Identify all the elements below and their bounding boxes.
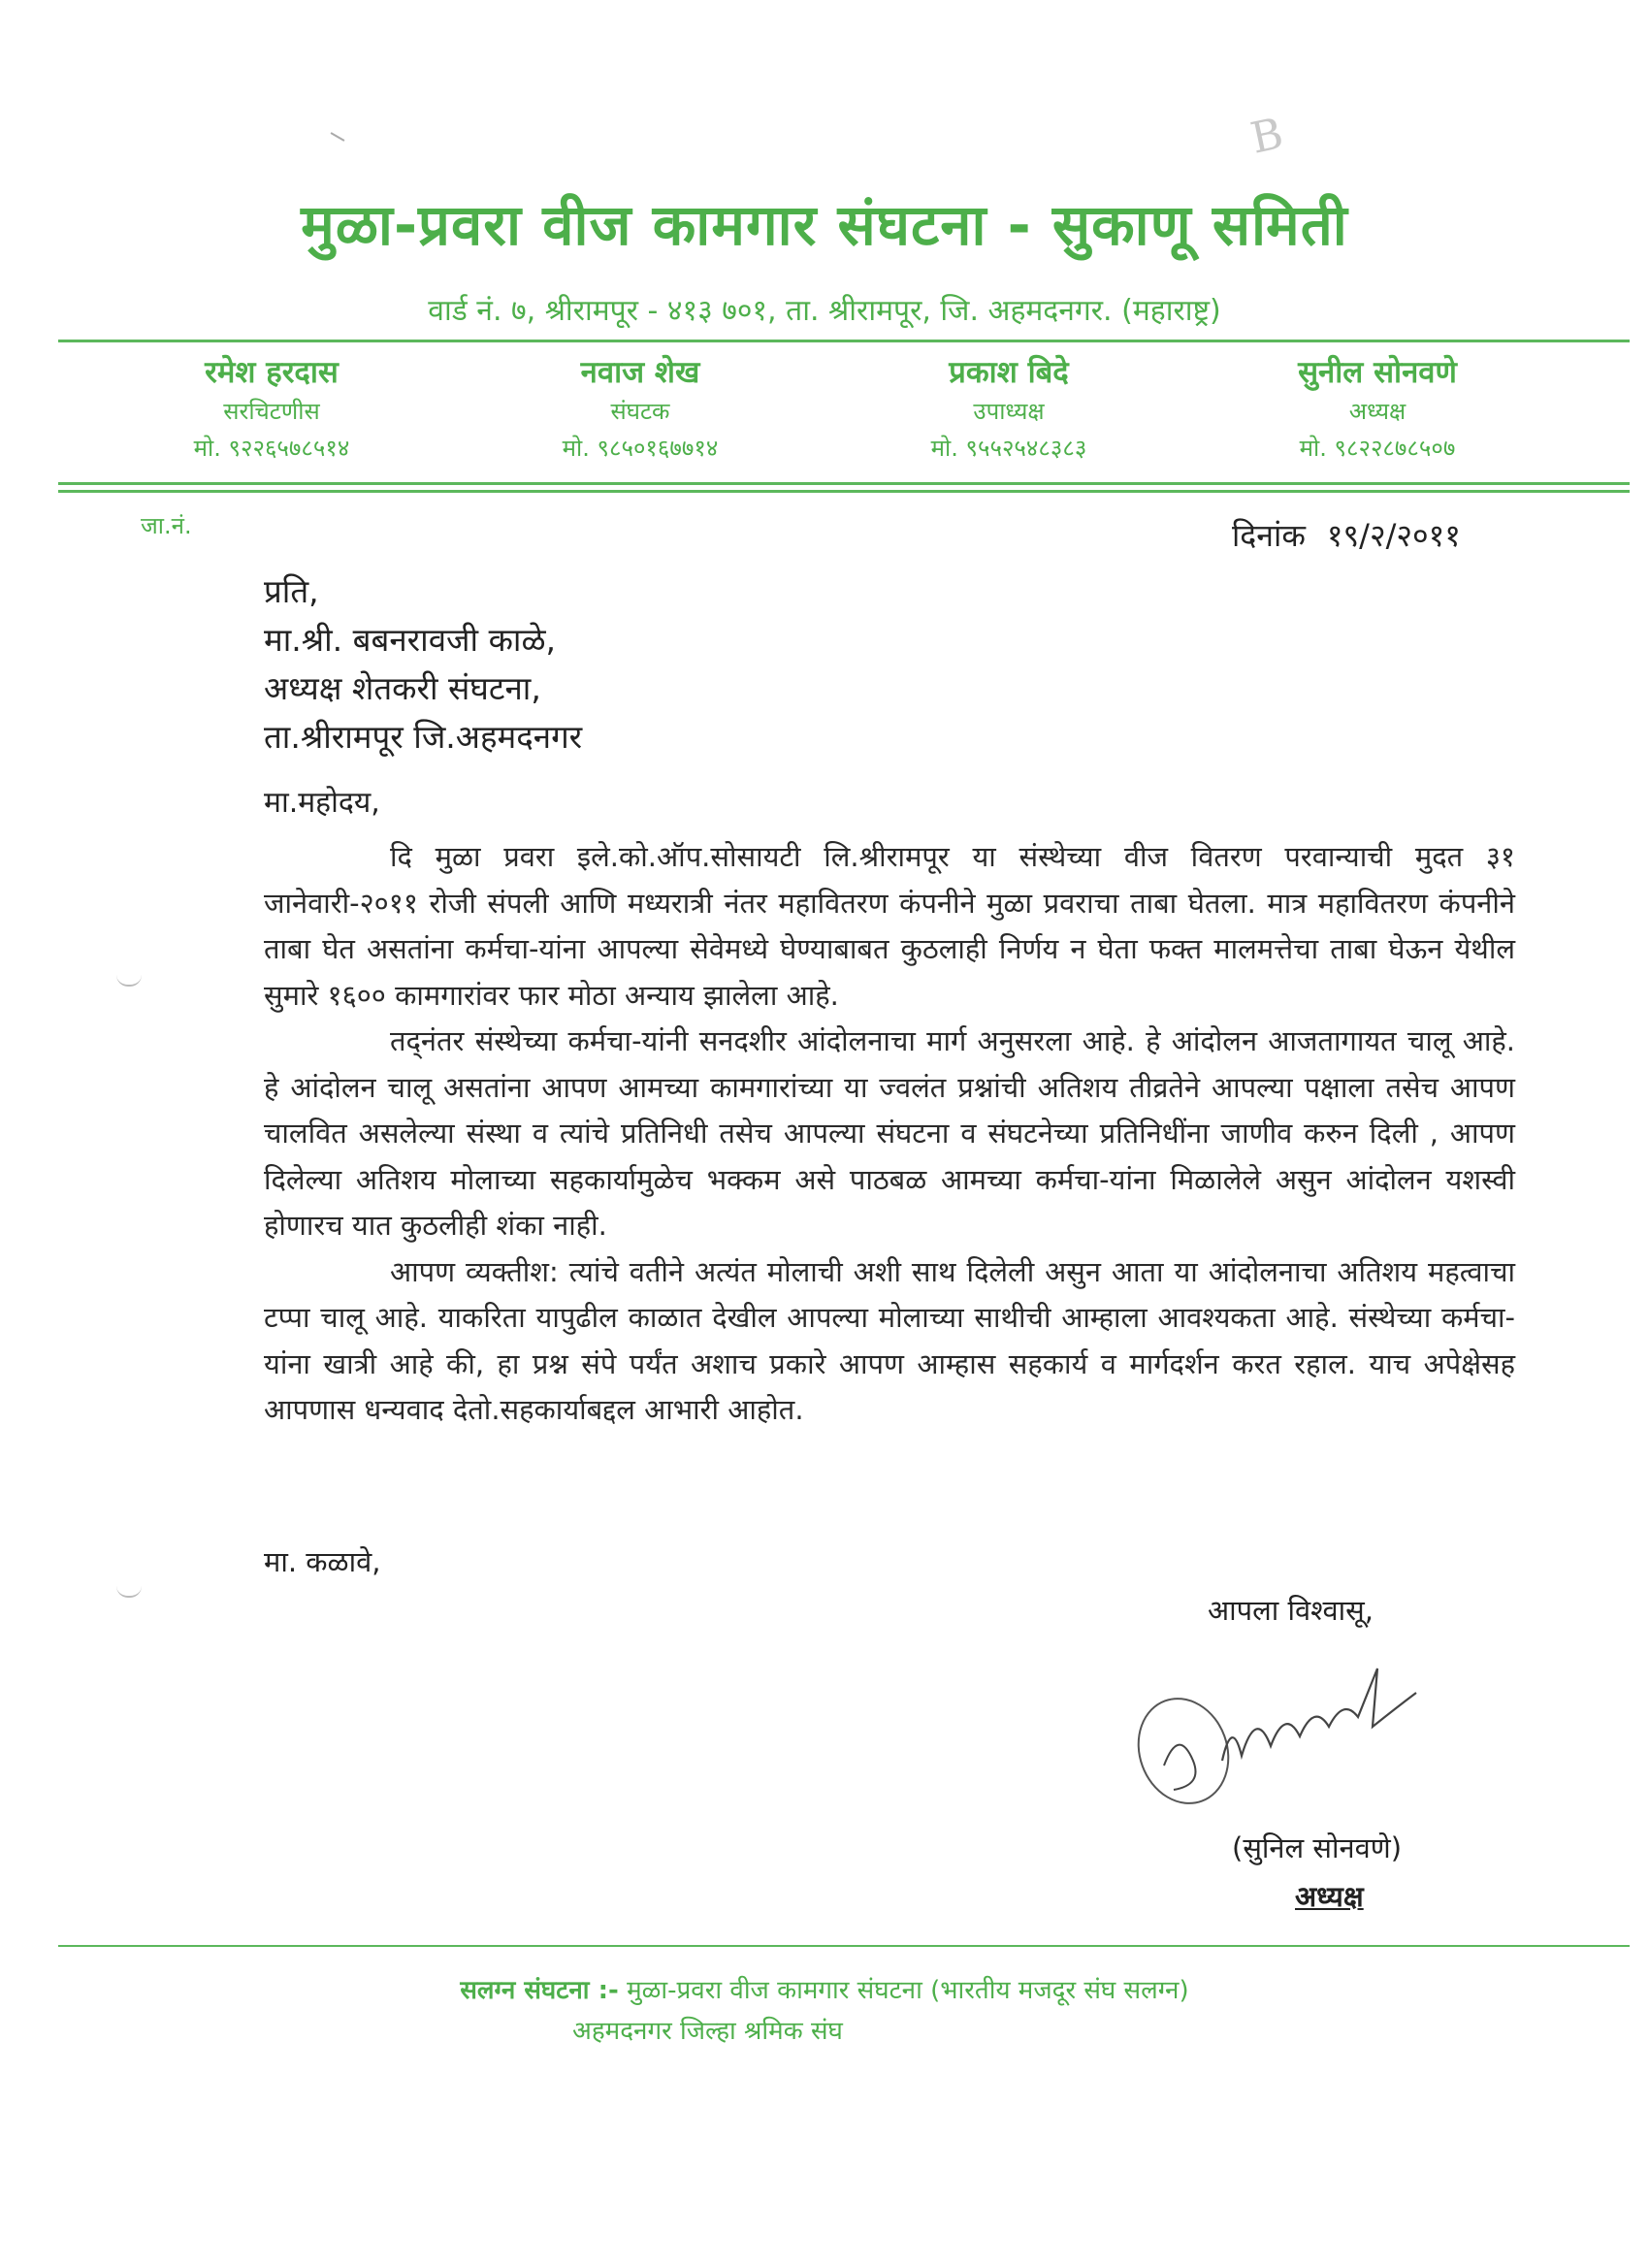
recipient-line: प्रति, (264, 572, 319, 610)
reference-number-label: जा.नं. (141, 512, 192, 539)
punch-hole-mark (116, 975, 142, 987)
signer-title: अध्यक्ष (1295, 1880, 1364, 1913)
header-divider-double-bottom (58, 490, 1630, 493)
officer-phone: मो. ९८२२८७८५०७ (1299, 435, 1456, 462)
header-divider (58, 340, 1630, 342)
officer-role: उपाध्यक्ष (973, 398, 1045, 425)
footer-divider (58, 1945, 1630, 1947)
header-divider-double-top (58, 482, 1630, 485)
officers-row (97, 351, 1552, 468)
body-paragraph: दि मुळा प्रवरा इले.को.ऑप.सोसायटी लि.श्रीरामपूर या संस्थेच्या वीज वितरण परवान्याची मुदत ३१ जानेवारी-२०११ रोजी संपली आणि मध्यरात्री नंतर महावितरण कंपनीने मुळा प्रवराचा ताबा घेतला. मात्र महावितरण कंपनीने ताबा घेत असतांना कर्मचा-यांना आपल्या सेवेमध्ये घेण्याबाबत कुठलाही निर्णय न घेता फक्त मालमत्तेचा ताबा घेऊन येथील सुमारे १६०० कामगारांवर फार मोठा अन्याय झालेला आहे. (264, 840, 1515, 1012)
officer-phone: मो. ९८५०१६७७१४ (562, 435, 719, 462)
date-label: दिनांक (1232, 517, 1306, 554)
officer-name: नवाज शेख (580, 355, 700, 390)
affiliation-line (0, 1971, 1649, 2006)
body-paragraph: आपण व्यक्तीश: त्यांचे वतीने अत्यंत मोलाची अशी साथ दिलेली असुन आता या आंदोलनाचा अतिशय महत्वाचा टप्पा चालू आहे. याकरिता यापुढील काळात देखील आपल्या मोलाच्या साथीची आम्हाला आवश्यकता आहे. संस्थेच्या कर्मचा-यांना खात्री आहे की, हा प्रश्न संपे पर्यंत अशाच प्रकारे आपण आम्हास सहकार्य व मार्गदर्शन करत रहाल. याच अपेक्षेसह आपणास धन्यवाद देतो.सहकार्याबद्दल आभारी आहोत. (264, 1254, 1515, 1426)
officer-card (1203, 351, 1552, 468)
closing: मा. कळावे, (264, 1545, 381, 1578)
scan-mark (331, 132, 345, 142)
officer-phone: मो. ९५५२५४८३८३ (930, 435, 1087, 462)
salutation: मा.महोदय, (264, 786, 380, 820)
recipient-block (264, 567, 582, 761)
punch-hole-mark (116, 1586, 142, 1598)
officer-card (97, 351, 446, 468)
organization-address: वार्ड नं. ७, श्रीरामपूर - ४१३ ७०१, ता. श्रीरामपूर, जि. अहमदनगर. (महाराष्ट्र) (428, 294, 1221, 328)
officer-phone: मो. ९२२६५७८५१४ (193, 435, 350, 462)
recipient-line: मा.श्री. बबनरावजी काळे, (264, 621, 557, 659)
officer-role: अध्यक्ष (1348, 398, 1406, 425)
organization-title: मुळा-प्रवरा वीज कामगार संघटना - सुकाणू समिती (301, 192, 1348, 258)
date-value: १९/२/२०११ (1326, 517, 1461, 554)
officer-name: सुनील सोनवणे (1298, 355, 1457, 390)
officer-card (834, 351, 1183, 468)
officer-role: सरचिटणीस (223, 398, 320, 425)
affiliation-text: मुळा-प्रवरा वीज कामगार संघटना (भारतीय मजदूर संघ सलग्न) (627, 1976, 1189, 2005)
handwritten-annotation-mark: B (1246, 109, 1288, 164)
affiliation-label: सलग्न संघटना :- (460, 1976, 619, 2005)
recipient-line: अध्यक्ष शेतकरी संघटना, (264, 669, 541, 707)
officer-name: प्रकाश बिदे (949, 355, 1069, 390)
officer-name: रमेश हरदास (205, 355, 339, 390)
affiliation-line-2: अहमदनगर जिल्हा श्रमिक संघ (572, 2017, 843, 2046)
recipient-line: ता.श्रीरामपूर जि.अहमदनगर (264, 718, 583, 756)
body-paragraph: तद्नंतर संस्थेच्या कर्मचा-यांनी सनदशीर आंदोलनाचा मार्ग अनुसरला आहे. हे आंदोलन आजतागायत चालू आहे. हे आंदोलन चालू असतांना आपण आमच्या कामगारांच्या या ज्वलंत प्रश्नांची अतिशय तीव्रतेने आपल्या पक्षाला तसेच आपण चालवित असलेल्या संस्था व त्यांचे प्रतिनिधी तसेच आपल्या संघटना व संघटनेच्या प्रतिनिधींना जाणीव करुन दिली , आपण दिलेल्या अतिशय मोलाच्या सहकार्यामुळेच भक्कम असे पाठबळ आमच्या कर्मचा-यांना मिळालेले असुन आंदोलन यशस्वी होणारच यात कुठलीही शंका नाही. (264, 1024, 1515, 1242)
officer-role: संघटक (610, 398, 670, 425)
yours-faithfully: आपला विश्वासू, (1208, 1594, 1374, 1627)
letter-date (1232, 514, 1461, 556)
letter-body (264, 834, 1515, 1434)
signature (1125, 1649, 1513, 1824)
signer-name: (सुनिल सोनवणे) (1232, 1831, 1403, 1864)
officer-card (466, 351, 815, 468)
